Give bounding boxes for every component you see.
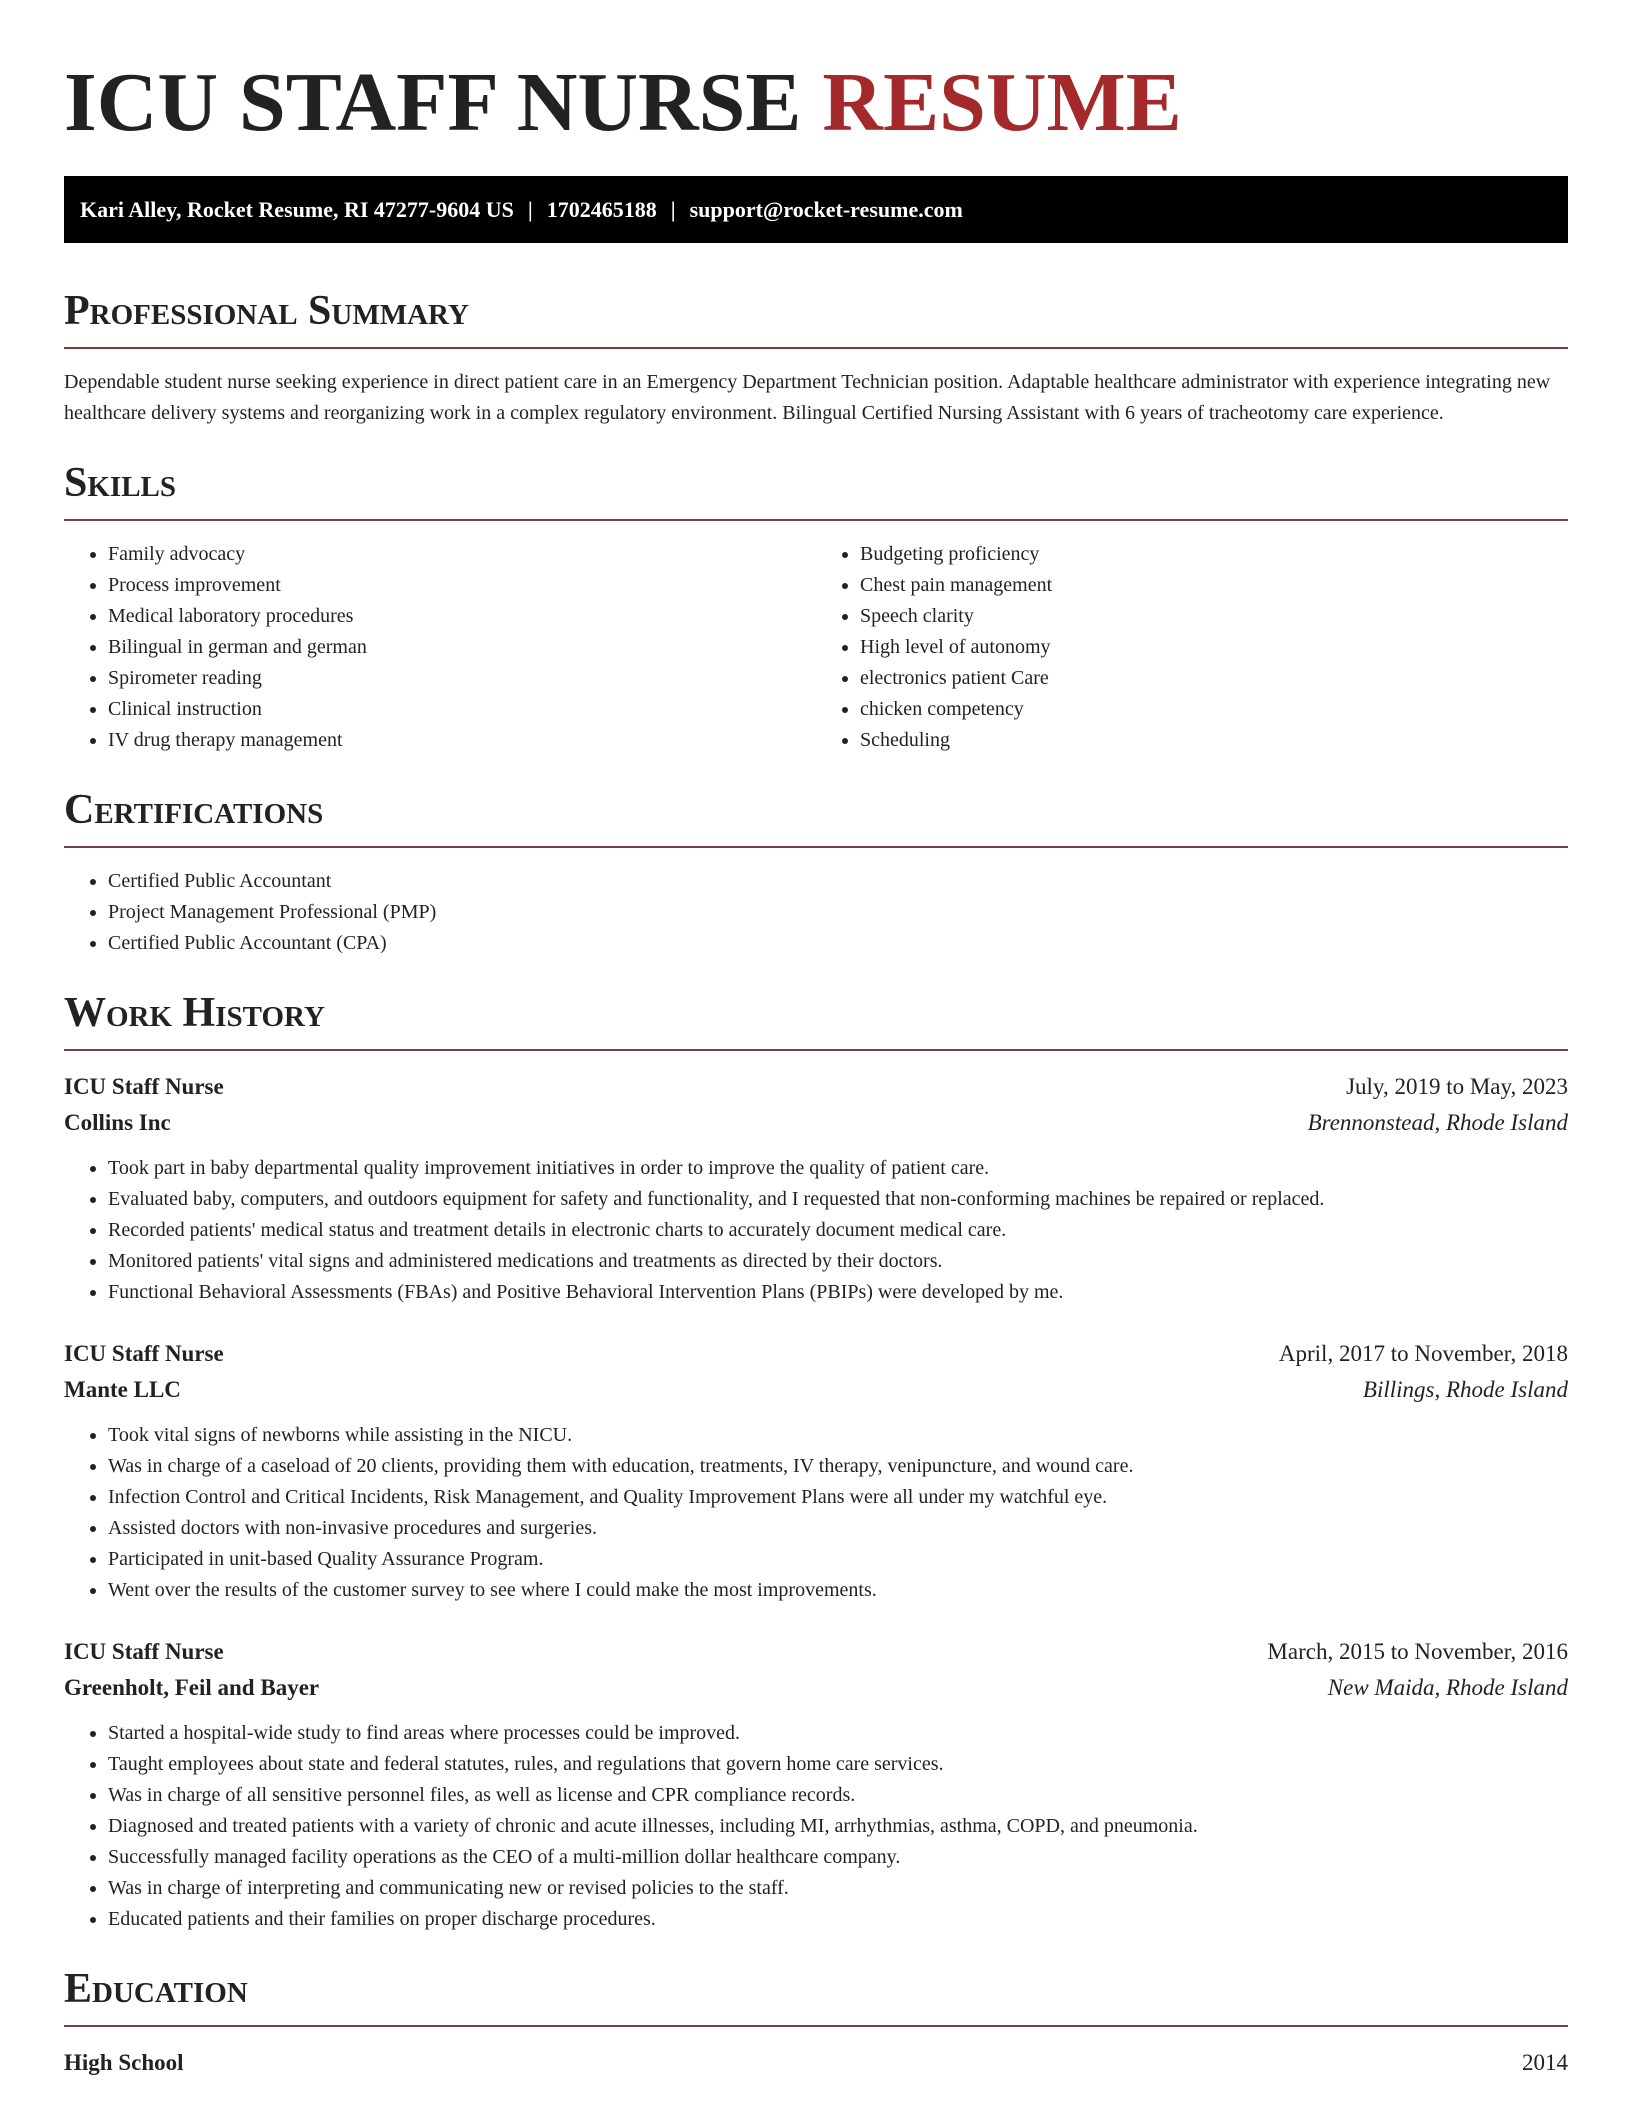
job-company: Collins Inc — [64, 1110, 171, 1135]
job-bullet: • Functional Behavioral Assessments (FBAs) and Positive Behavioral Intervention Plans (PBIPs) were developed by me. — [108, 1277, 1568, 1308]
job-header-row — [64, 1634, 1568, 1670]
summary-text: Dependable student nurse seeking experience in direct patient care in an Emergency Department Technician position. Adaptable healthcare administrator with experience integrating new healthcare delivery systems and reorganizing work in a complex regulatory environment. Bilingual Certified Nursing Assistant with 6 years of tracheotomy care experience. — [64, 371, 1551, 424]
summary-heading: Professional Summary — [64, 288, 469, 334]
job-bullet: • Educated patients and their families on proper discharge procedures. — [108, 1904, 1568, 1935]
skill-item: • Budgeting proficiency — [860, 539, 1568, 570]
certifications-section — [64, 786, 1568, 959]
job-bullet: • Taught employees about state and federal statutes, rules, and regulations that govern home care services. — [108, 1749, 1568, 1780]
job-entry — [64, 1336, 1568, 1606]
job-bullet: • Infection Control and Critical Incidents, Risk Management, and Quality Improvement Plans were all under my watchful eye. — [108, 1482, 1568, 1513]
education-degree: High School — [64, 2050, 184, 2075]
work-history-heading: Work History — [64, 990, 325, 1036]
job-bullet: • Went over the results of the customer survey to see where I could make the most improvements. — [108, 1575, 1568, 1606]
job-company: Greenholt, Feil and Bayer — [64, 1675, 320, 1700]
skill-item: • Bilingual in german and german — [108, 632, 816, 663]
section-divider — [64, 846, 1568, 848]
skill-item: • Chest pain management — [860, 570, 1568, 601]
work-history-section — [64, 989, 1568, 1935]
job-bullet: • Was in charge of a caseload of 20 clients, providing them with education, treatments, IV therapy, venipuncture, and wound care. — [108, 1451, 1568, 1482]
skills-section — [64, 459, 1568, 756]
certification-item: • Project Management Professional (PMP) — [108, 897, 1568, 928]
job-bullet: • Took part in baby departmental quality improvement initiatives in order to improve the quality of patient care. — [108, 1153, 1568, 1184]
title-accent: RESUME — [822, 56, 1182, 149]
job-bullets — [64, 1420, 1568, 1606]
education-year: 2014 — [1522, 2050, 1568, 2075]
skills-list-left — [64, 539, 816, 756]
job-dates: March, 2015 to November, 2016 — [1267, 1639, 1568, 1664]
job-bullet: • Monitored patients' vital signs and administered medications and treatments as directed by their doctors. — [108, 1246, 1568, 1277]
section-divider — [64, 347, 1568, 349]
job-company-row — [64, 1372, 1568, 1408]
contact-separator: | — [670, 197, 676, 222]
job-title: ICU Staff Nurse — [64, 1341, 224, 1366]
job-bullet: • Diagnosed and treated patients with a variety of chronic and acute illnesses, including MI, arrhythmias, asthma, COPD, and pneumonia. — [108, 1811, 1568, 1842]
job-bullet: • Successfully managed facility operations as the CEO of a multi-million dollar healthcare company. — [108, 1842, 1568, 1873]
skill-item: • IV drug therapy management — [108, 725, 816, 756]
job-bullet: • Took vital signs of newborns while assisting in the NICU. — [108, 1420, 1568, 1451]
certifications-heading: Certifications — [64, 787, 324, 833]
certification-item: • Certified Public Accountant (CPA) — [108, 928, 1568, 959]
certification-item: • Certified Public Accountant — [108, 866, 1568, 897]
job-title: ICU Staff Nurse — [64, 1639, 224, 1664]
skill-item: • High level of autonomy — [860, 632, 1568, 663]
contact-phone: 1702465188 — [546, 197, 657, 222]
summary-section — [64, 287, 1568, 429]
skill-item: • Process improvement — [108, 570, 816, 601]
skill-item: • electronics patient Care — [860, 663, 1568, 694]
skills-heading: Skills — [64, 460, 177, 506]
job-location: Brennonstead, Rhode Island — [1307, 1110, 1568, 1135]
resume-page — [64, 0, 1568, 2081]
education-heading: Education — [64, 1966, 248, 2012]
skill-item: • chicken competency — [860, 694, 1568, 725]
job-dates: April, 2017 to November, 2018 — [1278, 1341, 1568, 1366]
job-bullet: • Was in charge of all sensitive personnel files, as well as license and CPR compliance records. — [108, 1780, 1568, 1811]
job-bullet: • Participated in unit-based Quality Assurance Program. — [108, 1544, 1568, 1575]
job-title: ICU Staff Nurse — [64, 1074, 224, 1099]
job-header-row — [64, 1069, 1568, 1105]
job-company-row — [64, 1105, 1568, 1141]
job-company: Mante LLC — [64, 1377, 181, 1402]
job-company-row — [64, 1670, 1568, 1706]
education-section — [64, 1965, 1568, 2081]
job-bullet: • Recorded patients' medical status and treatment details in electronic charts to accurately document medical care. — [108, 1215, 1568, 1246]
job-dates: July, 2019 to May, 2023 — [1346, 1074, 1568, 1099]
job-bullet: • Started a hospital-wide study to find areas where processes could be improved. — [108, 1718, 1568, 1749]
education-row — [64, 2045, 1568, 2081]
skill-item: • Speech clarity — [860, 601, 1568, 632]
job-bullet: • Assisted doctors with non-invasive procedures and surgeries. — [108, 1513, 1568, 1544]
section-divider — [64, 519, 1568, 521]
job-header-row — [64, 1336, 1568, 1372]
job-location: New Maida, Rhode Island — [1327, 1675, 1568, 1700]
skills-columns — [64, 539, 1568, 756]
skill-item: • Family advocacy — [108, 539, 816, 570]
contact-separator: | — [527, 197, 533, 222]
skill-item: • Scheduling — [860, 725, 1568, 756]
certifications-list — [64, 866, 1568, 959]
resume-title — [64, 58, 1568, 148]
job-location: Billings, Rhode Island — [1362, 1377, 1568, 1402]
job-entry — [64, 1634, 1568, 1935]
contact-bar — [64, 176, 1568, 243]
contact-address: Kari Alley, Rocket Resume, RI 47277-9604 US — [80, 197, 514, 222]
skill-item: • Medical laboratory procedures — [108, 601, 816, 632]
job-bullet: • Evaluated baby, computers, and outdoors equipment for safety and functionality, and I requested that non-conforming machines be repaired or replaced. — [108, 1184, 1568, 1215]
job-entry — [64, 1069, 1568, 1308]
skill-item: • Clinical instruction — [108, 694, 816, 725]
skill-item: • Spirometer reading — [108, 663, 816, 694]
job-bullet: • Was in charge of interpreting and communicating new or revised policies to the staff. — [108, 1873, 1568, 1904]
contact-email: support@rocket-resume.com — [689, 197, 963, 222]
job-bullets — [64, 1153, 1568, 1308]
section-divider — [64, 1049, 1568, 1051]
title-main: ICU STAFF NURSE — [64, 56, 802, 149]
section-divider — [64, 2025, 1568, 2027]
skills-list-right — [816, 539, 1568, 756]
job-bullets — [64, 1718, 1568, 1935]
